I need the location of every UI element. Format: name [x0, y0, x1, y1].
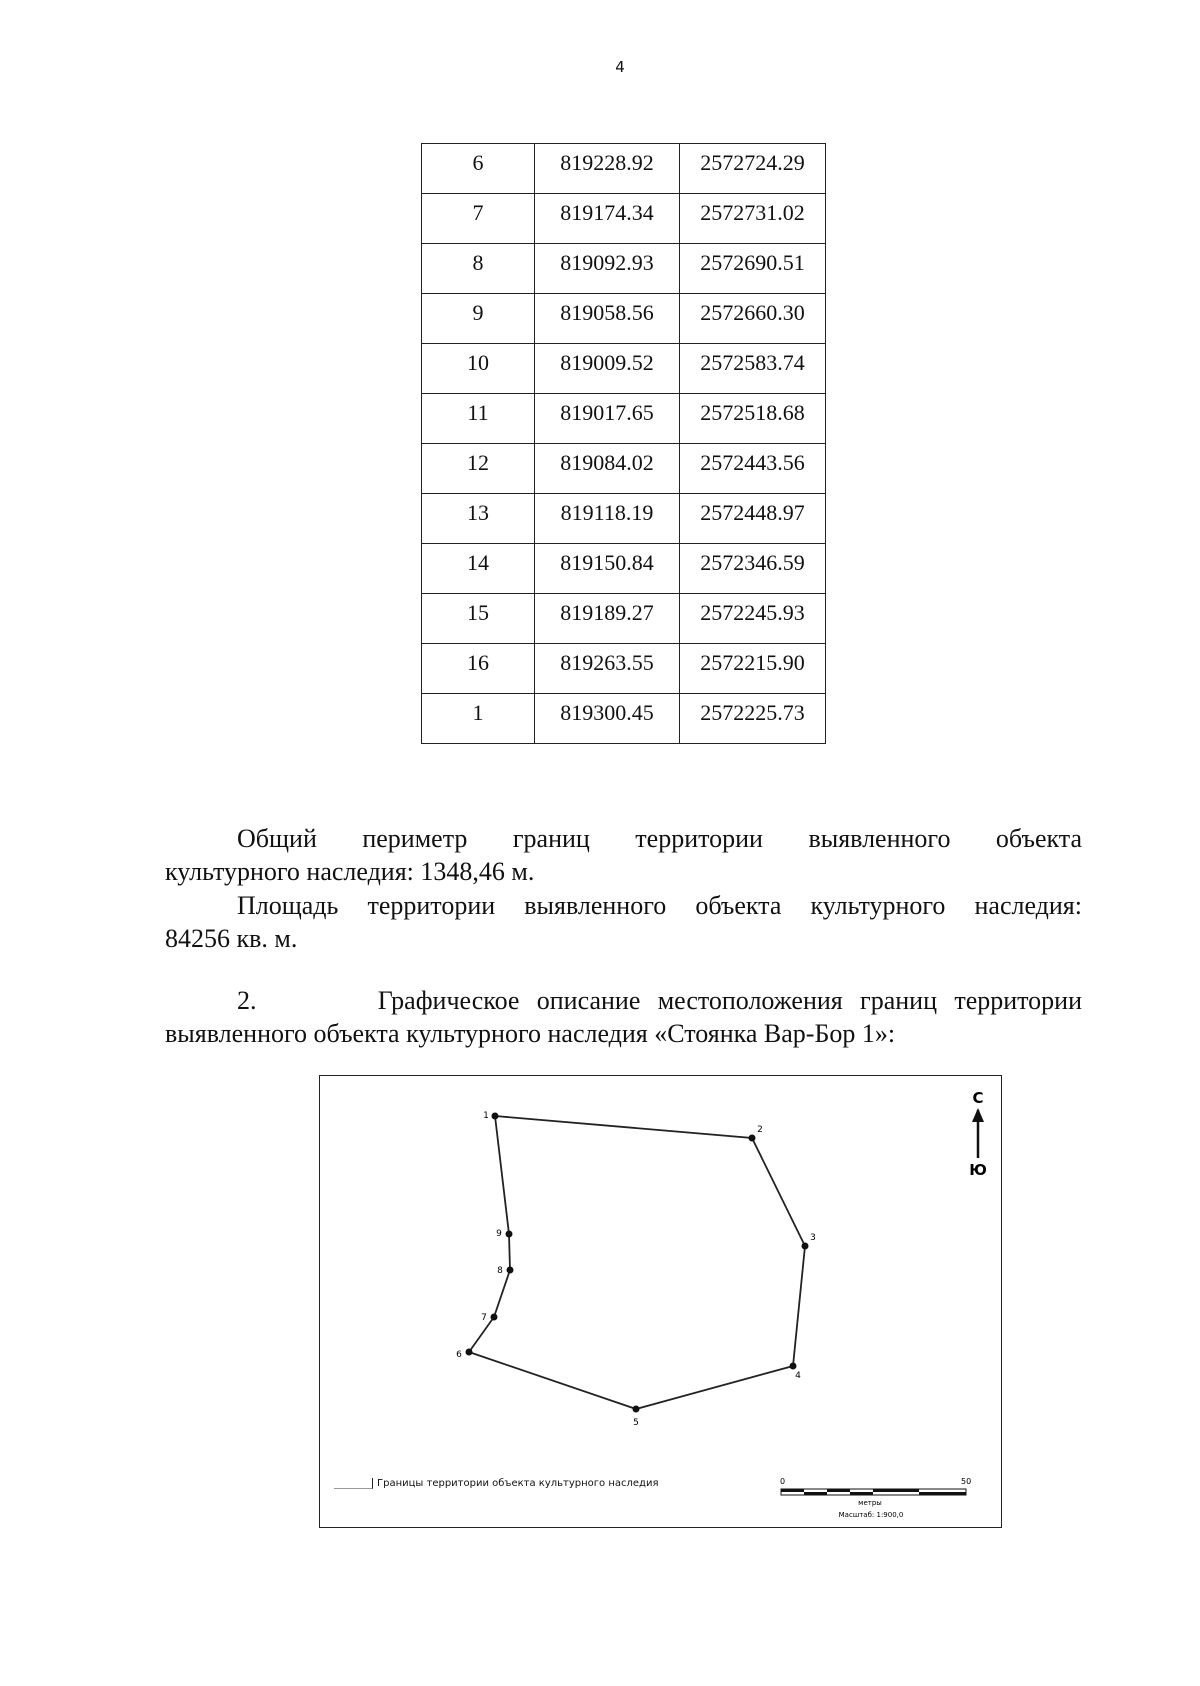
y-coordinate-cell: 2572448.97 — [680, 494, 826, 544]
boundary-point-label: 9 — [496, 1229, 502, 1239]
north-label: С — [972, 1089, 984, 1107]
table-row — [422, 594, 826, 644]
point-number-cell: 14 — [422, 544, 535, 594]
x-coordinate-cell: 819300.45 — [535, 694, 680, 744]
boundary-point-label: 3 — [810, 1233, 816, 1243]
point-number-cell: 6 — [422, 144, 535, 194]
boundary-point-label: 2 — [757, 1125, 763, 1135]
y-coordinate-cell: 2572690.51 — [680, 244, 826, 294]
x-coordinate-cell: 819118.19 — [535, 494, 680, 544]
north-arrow-icon — [969, 1089, 987, 1179]
scale-bar — [780, 1477, 971, 1519]
table-row — [422, 694, 826, 744]
table-row — [422, 544, 826, 594]
boundary-point-marker — [466, 1349, 473, 1356]
table-row — [422, 444, 826, 494]
y-coordinate-cell: 2572215.90 — [680, 644, 826, 694]
point-number-cell: 13 — [422, 494, 535, 544]
y-coordinate-cell: 2572518.68 — [680, 394, 826, 444]
area-line-1: Площадь территории выявленного объекта культурного наследия: — [237, 891, 1082, 920]
table-row — [422, 244, 826, 294]
coordinates-table — [421, 143, 826, 744]
point-number-cell: 8 — [422, 244, 535, 294]
perimeter-line-2: культурного наследия: 1348,46 м. — [165, 857, 535, 886]
table-row — [422, 194, 826, 244]
boundary-point-label: 1 — [483, 1111, 489, 1121]
section-2-line-1: 2. Графическое описание местоположения границ территории — [237, 986, 1082, 1015]
boundary-point-label: 6 — [456, 1350, 462, 1360]
x-coordinate-cell: 819150.84 — [535, 544, 680, 594]
point-number-cell: 9 — [422, 294, 535, 344]
boundary-point-marker — [491, 1314, 498, 1321]
scale-ratio-label: Масштаб: 1:900,0 — [838, 1511, 904, 1519]
perimeter-line-1: Общий периметр границ территории выявленного объекта — [237, 824, 1082, 853]
table-row — [422, 394, 826, 444]
scale-units-label: метры — [858, 1499, 882, 1507]
y-coordinate-cell: 2572443.56 — [680, 444, 826, 494]
boundary-point-label: 8 — [497, 1266, 503, 1276]
boundary-point-label: 4 — [795, 1371, 801, 1381]
point-number-cell: 16 — [422, 644, 535, 694]
boundary-point-marker — [749, 1135, 756, 1142]
scale-max-label: 50 — [961, 1477, 972, 1486]
y-coordinate-cell: 2572225.73 — [680, 694, 826, 744]
y-coordinate-cell: 2572660.30 — [680, 294, 826, 344]
y-coordinate-cell: 2572245.93 — [680, 594, 826, 644]
table-row — [422, 344, 826, 394]
page-number: 4 — [615, 58, 625, 76]
table-row — [422, 644, 826, 694]
table-row — [422, 494, 826, 544]
section-2-line-2: выявленного объекта культурного наследия «Стоянка Вар-Бор 1»: — [165, 1019, 896, 1048]
x-coordinate-cell: 819189.27 — [535, 594, 680, 644]
boundary-map-drawing — [320, 1076, 1003, 1529]
boundary-point-marker — [802, 1243, 809, 1250]
boundary-point-label: 7 — [481, 1313, 487, 1323]
boundary-point-marker — [633, 1406, 640, 1413]
point-number-cell: 15 — [422, 594, 535, 644]
y-coordinate-cell: 2572346.59 — [680, 544, 826, 594]
x-coordinate-cell: 819263.55 — [535, 644, 680, 694]
boundary-point-label: 5 — [633, 1418, 639, 1428]
x-coordinate-cell: 819092.93 — [535, 244, 680, 294]
point-number-cell: 11 — [422, 394, 535, 444]
south-label: Ю — [969, 1161, 987, 1179]
y-coordinate-cell: 2572583.74 — [680, 344, 826, 394]
scale-zero-label: 0 — [780, 1477, 786, 1486]
x-coordinate-cell: 819084.02 — [535, 444, 680, 494]
boundary-point-marker — [790, 1363, 797, 1370]
x-coordinate-cell: 819174.34 — [535, 194, 680, 244]
boundary-map — [319, 1075, 1002, 1528]
legend-text: Границы территории объекта культурного наследия — [377, 1478, 659, 1489]
boundary-point-marker — [506, 1231, 513, 1238]
y-coordinate-cell: 2572724.29 — [680, 144, 826, 194]
point-number-cell: 1 — [422, 694, 535, 744]
boundary-point-marker — [492, 1113, 499, 1120]
boundary-point-marker — [507, 1267, 514, 1274]
x-coordinate-cell: 819058.56 — [535, 294, 680, 344]
table-row — [422, 144, 826, 194]
x-coordinate-cell: 819228.92 — [535, 144, 680, 194]
point-number-cell: 7 — [422, 194, 535, 244]
point-number-cell: 12 — [422, 444, 535, 494]
point-number-cell: 10 — [422, 344, 535, 394]
y-coordinate-cell: 2572731.02 — [680, 194, 826, 244]
territory-boundary-polygon — [469, 1116, 805, 1409]
map-legend — [334, 1478, 658, 1489]
x-coordinate-cell: 819017.65 — [535, 394, 680, 444]
legend-boundary-swatch — [334, 1478, 373, 1489]
area-line-2: 84256 кв. м. — [165, 924, 298, 953]
x-coordinate-cell: 819009.52 — [535, 344, 680, 394]
table-row — [422, 294, 826, 344]
